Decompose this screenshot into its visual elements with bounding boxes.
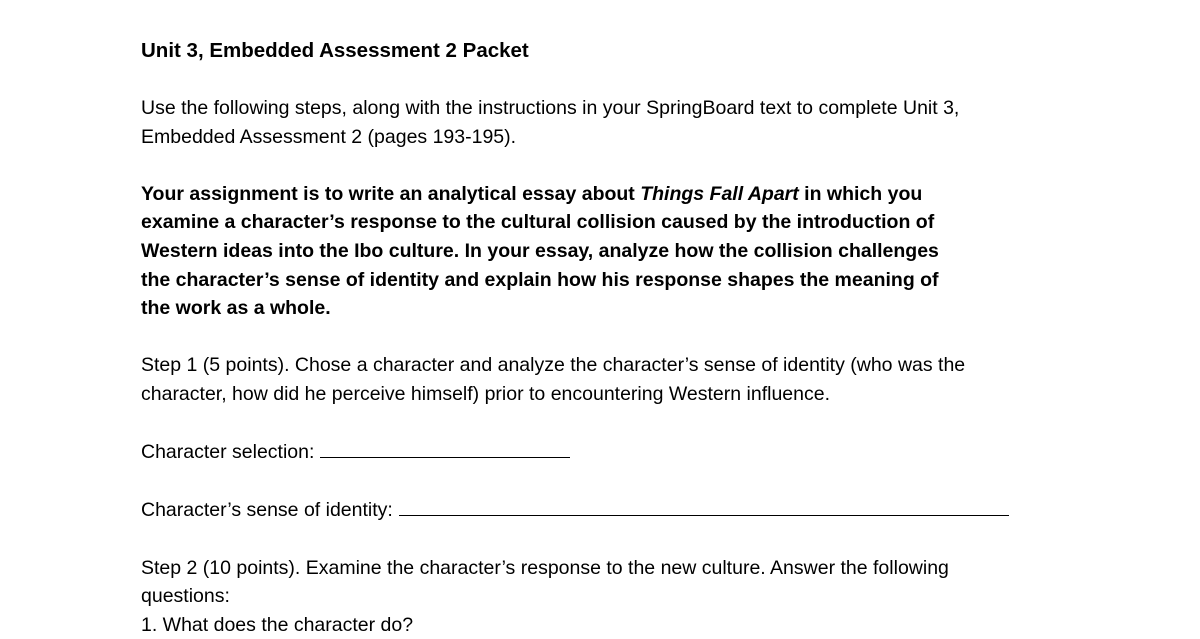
step2-line-2: questions: xyxy=(141,582,1141,611)
spacer xyxy=(141,151,1141,180)
character-selection-row xyxy=(141,437,1141,467)
assignment-line-5: the work as a whole. xyxy=(141,294,1141,323)
assignment-line-3: Western ideas into the Ibo culture. In your essay, analyze how the collision challenges xyxy=(141,237,1141,266)
character-selection-blank xyxy=(320,437,570,458)
spacer xyxy=(141,525,1141,554)
assignment-text-b: in which you xyxy=(799,183,923,205)
step1-line-2: character, how did he perceive himself) prior to encountering Western influence. xyxy=(141,380,1141,409)
assignment-line-2: examine a character’s response to the cultural collision caused by the introduction of xyxy=(141,208,1141,237)
intro-line-2: Embedded Assessment 2 (pages 193-195). xyxy=(141,123,1141,152)
document-title: Unit 3, Embedded Assessment 2 Packet xyxy=(141,37,1141,65)
assignment-text-a: Your assignment is to write an analytical essay about xyxy=(141,183,640,205)
spacer xyxy=(141,323,1141,352)
book-title: Things Fall Apart xyxy=(640,183,799,205)
step2-line-1: Step 2 (10 points). Examine the character’s response to the new culture. Answer the following xyxy=(141,554,1141,583)
intro-line-1: Use the following steps, along with the instructions in your SpringBoard text to complete Unit 3, xyxy=(141,94,1141,123)
sense-of-identity-label: Character’s sense of identity: xyxy=(141,499,393,521)
step1-paragraph xyxy=(141,351,1141,408)
spacer xyxy=(141,467,1141,496)
assignment-line-1 xyxy=(141,180,1141,209)
document-page xyxy=(141,37,1141,639)
assignment-paragraph xyxy=(141,180,1141,323)
assignment-line-4: the character’s sense of identity and explain how his response shapes the meaning of xyxy=(141,266,1141,295)
character-selection-label: Character selection: xyxy=(141,441,314,463)
question-1: 1. What does the character do? xyxy=(141,611,1141,639)
sense-of-identity-row xyxy=(141,495,1141,525)
step2-paragraph xyxy=(141,554,1141,639)
intro-paragraph xyxy=(141,94,1141,151)
spacer xyxy=(141,409,1141,438)
step1-line-1: Step 1 (5 points). Chose a character and analyze the character’s sense of identity (who was the xyxy=(141,351,1141,380)
sense-of-identity-blank xyxy=(399,495,1009,516)
